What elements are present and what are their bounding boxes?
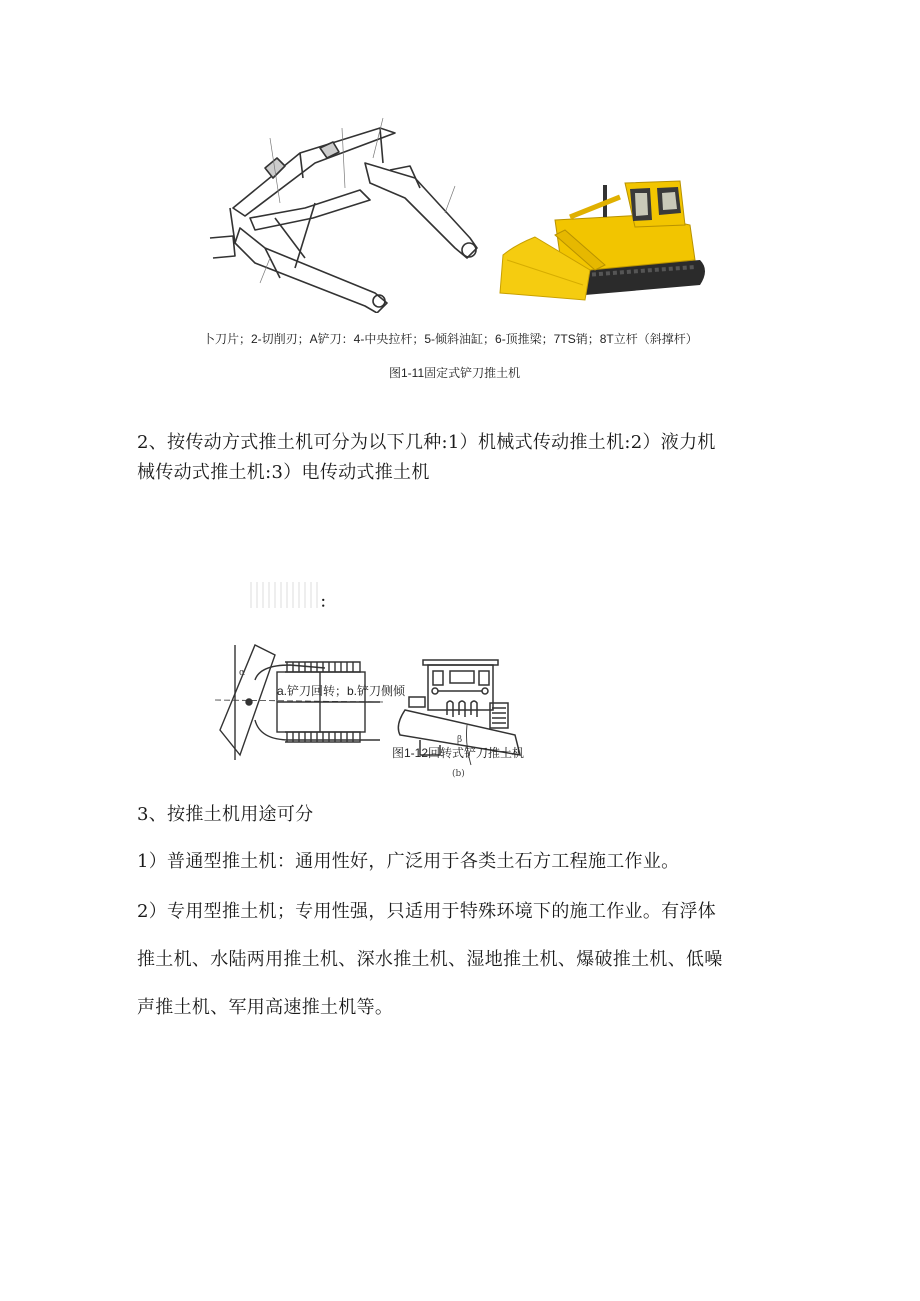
figure-2-caption: 图1-12回转式铲刀推土机 [392, 746, 525, 760]
section-2-text-line-2: 械传动式推土机:3）电传动式推土机 [137, 462, 430, 483]
figure-1-line-drawing [205, 108, 495, 313]
angle-label-a: α [239, 668, 246, 678]
figure-2-faint-header [250, 582, 320, 608]
figure-2a-blade-rotation-drawing [215, 640, 385, 760]
angle-label-b: β [457, 735, 463, 745]
figure-2b-blade-tilt-drawing [395, 655, 530, 780]
sub-label-b: (b) [452, 769, 465, 779]
section-2-text-line-1: 2、按传动方式推土机可分为以下几种:1）机械式传动推土机:2）液力机 [137, 432, 716, 453]
figure-1-caption: 图1-11固定式铲刀推土机 [389, 366, 521, 380]
section-3-heading: 3、按推土机用途可分 [137, 804, 314, 825]
section-3-item-2-line-1: 2）专用型推土机；专用性强，只适用于特殊环境下的施工作业。有浮体 [137, 901, 717, 922]
section-3-item-2-line-3: 声推土机、军用高速推土机等。 [137, 997, 394, 1018]
section-3-item-2-line-2: 推土机、水陆两用推土机、深水推土机、湿地推土机、爆破推土机、低噪 [137, 949, 723, 970]
figure-1-legend: 卜刀片；2-切削刃；A铲刀：4-中央拉杆；5-倾斜油缸；6-顶推梁；7TS销；8T立杆（斜撑杆） [203, 332, 698, 346]
figure-2-legend: a.铲刀回转；b.铲刀侧倾 [277, 684, 406, 698]
figure-1-bulldozer-image [495, 175, 715, 305]
figure-2-stray-mark: ： [320, 594, 334, 610]
section-3-item-1: 1）普通型推土机：通用性好，广泛用于各类土石方工程施工作业。 [137, 851, 680, 872]
